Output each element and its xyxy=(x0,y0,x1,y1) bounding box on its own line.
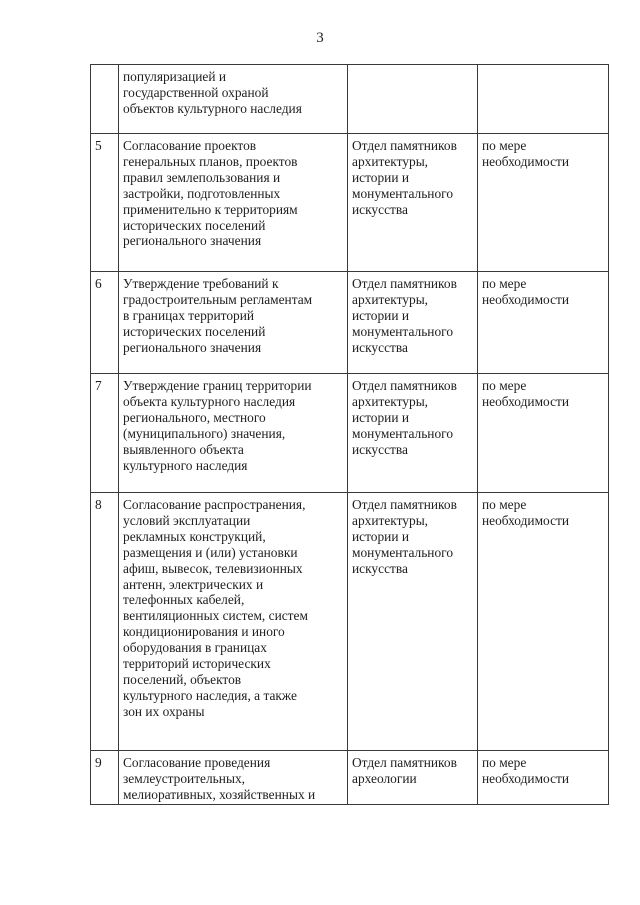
term-text: по мере необходимости xyxy=(482,755,570,786)
description-cell xyxy=(119,272,348,374)
department-cell xyxy=(348,751,478,805)
table-row xyxy=(91,65,609,134)
description-cell xyxy=(119,374,348,493)
responsibilities-table xyxy=(90,64,609,805)
term-text: по мере необходимости xyxy=(482,378,570,409)
term-cell xyxy=(478,272,609,374)
description-text: Утверждение требований к градостроительным регламентам в границах территорий исторических поселений регионального значения xyxy=(123,276,313,355)
department-cell xyxy=(348,493,478,751)
department-text: Отдел памятников архитектуры, истории и монументального искусства xyxy=(352,138,457,217)
term-text: по мере необходимости xyxy=(482,276,570,307)
description-text: популяризацией и государственной охраной объектов культурного наследия xyxy=(123,69,302,116)
term-cell xyxy=(478,134,609,272)
term-text: по мере необходимости xyxy=(482,138,570,169)
row-number-cell: 8 xyxy=(91,493,119,751)
description-text: Согласование распространения, условий эксплуатации рекламных конструкций, размещения и (или) установки афиш, вывесок, телевизионных антенн, электрических и телефонных кабелей, вентиляционных систем, систем кондиционирования и иного оборудования в границах территорий исторических поселений, объектов культурного наследия, а также зон их охраны xyxy=(123,497,308,719)
description-cell xyxy=(119,65,348,134)
department-text: Отдел памятников архитектуры, истории и монументального искусства xyxy=(352,378,457,457)
table-row xyxy=(91,751,609,805)
table-row xyxy=(91,272,609,374)
term-cell xyxy=(478,65,609,134)
description-cell xyxy=(119,493,348,751)
department-cell xyxy=(348,134,478,272)
department-text: Отдел памятников археологии xyxy=(352,755,457,786)
table-row xyxy=(91,374,609,493)
page-number: 3 xyxy=(316,30,324,46)
description-text: Утверждение границ территории объекта культурного наследия регионального, местного (муниципального) значения, выявленного объекта культурного наследия xyxy=(123,378,312,473)
row-number-cell: 9 xyxy=(91,751,119,805)
department-cell xyxy=(348,65,478,134)
term-cell xyxy=(478,374,609,493)
description-cell xyxy=(119,134,348,272)
row-number-cell: 6 xyxy=(91,272,119,374)
table-row xyxy=(91,134,609,272)
department-text: Отдел памятников архитектуры, истории и монументального искусства xyxy=(352,497,457,576)
term-text: по мере необходимости xyxy=(482,497,570,528)
department-text: Отдел памятников архитектуры, истории и монументального искусства xyxy=(352,276,457,355)
department-cell xyxy=(348,272,478,374)
description-text: Согласование проектов генеральных планов, проектов правил землепользования и застройки, подготовленных применительно к территориям исторических поселений регионального значения xyxy=(123,138,298,249)
term-cell xyxy=(478,493,609,751)
term-cell xyxy=(478,751,609,805)
table-row xyxy=(91,493,609,751)
row-number-cell xyxy=(91,65,119,134)
description-cell xyxy=(119,751,348,805)
description-text: Согласование проведения землеустроительных, мелиоративных, хозяйственных и xyxy=(123,755,316,802)
row-number-cell: 5 xyxy=(91,134,119,272)
department-cell xyxy=(348,374,478,493)
row-number-cell: 7 xyxy=(91,374,119,493)
